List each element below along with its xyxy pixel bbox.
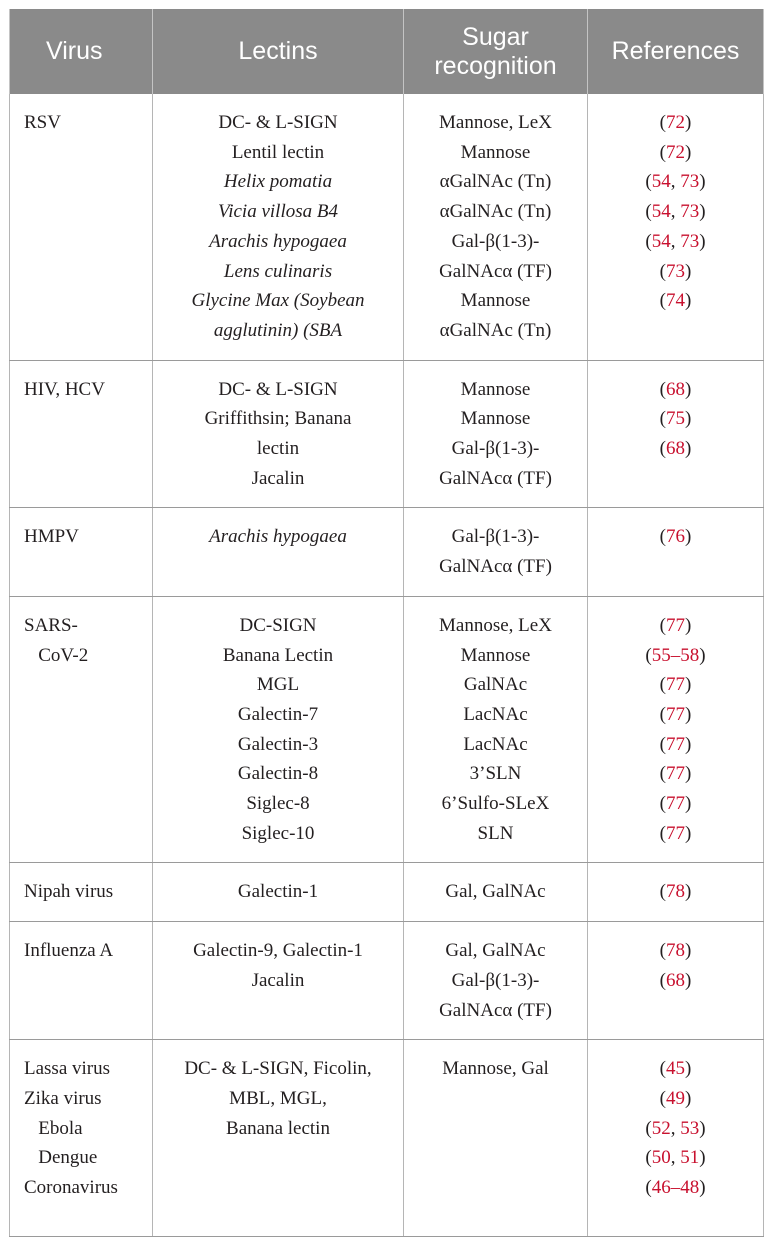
reference-group: (75) (659, 408, 692, 430)
table-row (10, 863, 764, 922)
sugar-entry: LacNAc (463, 733, 528, 755)
references-cell (588, 508, 764, 596)
virus-name: Coronavirus (24, 1177, 118, 1199)
sugar-cell (404, 1040, 588, 1237)
lectins-cell (153, 360, 404, 508)
reference-group: (78) (659, 881, 692, 903)
reference-group: (77) (659, 674, 692, 696)
reference-group: (72) (659, 112, 692, 133)
sugar-entry: Gal-β(1-3)- (451, 230, 540, 252)
header-references: References (588, 9, 764, 94)
sugar-entry: SLN (477, 822, 514, 844)
reference-link[interactable]: 77 (666, 674, 685, 696)
virus-name: Nipah virus (24, 881, 114, 903)
sugar-entry: Mannose (460, 378, 531, 400)
virus-name: Lassa virus (24, 1058, 111, 1080)
table-row (10, 360, 764, 508)
virus-name: HIV, HCV (24, 378, 105, 400)
reference-group: (77) (659, 703, 692, 725)
lectin-name: Jacalin (251, 969, 305, 991)
lectin-name: Galectin-1 (237, 881, 319, 903)
reference-link[interactable]: 53 (680, 1117, 700, 1139)
reference-link[interactable]: 55–58 (651, 644, 700, 666)
reference-group: (74) (659, 290, 692, 312)
reference-link[interactable]: 72 (666, 141, 685, 163)
reference-link[interactable]: 73 (680, 171, 700, 193)
reference-group: (77) (659, 614, 692, 636)
sugar-entry: Mannose, Gal (442, 1058, 549, 1080)
reference-link[interactable]: 46–48 (651, 1177, 700, 1199)
sugar-entry: Mannose (460, 408, 531, 430)
reference-link[interactable]: 72 (666, 112, 685, 133)
header-sugar-recognition: Sugar recognition (404, 9, 588, 94)
sugar-cell (404, 94, 588, 360)
virus-name: SARS- (24, 614, 78, 636)
lectins-cell (153, 863, 404, 922)
lectin-name: Helix pomatia (223, 171, 333, 193)
reference-group: (54, 73) (645, 171, 706, 193)
lectin-name: Siglec-10 (241, 822, 315, 844)
table-body (10, 94, 764, 1237)
references-cell (588, 863, 764, 922)
sugar-entry: 6’Sulfo-SLeX (441, 793, 550, 815)
reference-link[interactable]: 77 (666, 614, 685, 636)
reference-link[interactable]: 78 (666, 940, 685, 962)
reference-group: (77) (659, 733, 692, 755)
table-row (10, 94, 764, 360)
virus-cell (10, 863, 153, 922)
reference-link[interactable]: 51 (680, 1147, 700, 1169)
lectin-name: Siglec-8 (246, 793, 310, 815)
lectin-name: Banana Lectin (222, 644, 334, 666)
reference-link[interactable]: 54 (651, 230, 671, 252)
reference-link[interactable]: 77 (666, 822, 685, 844)
sugar-entry: Mannose (460, 644, 531, 666)
sugar-cell (404, 863, 588, 922)
sugar-entry: Mannose, LeX (439, 112, 552, 133)
virus-cell (10, 360, 153, 508)
references-cell (588, 94, 764, 360)
lectin-name: DC- & L-SIGN (218, 378, 338, 400)
virus-cell (10, 508, 153, 596)
reference-link[interactable]: 49 (666, 1087, 685, 1109)
reference-group: (50, 51) (645, 1147, 706, 1169)
sugar-entry: GalNAc (463, 674, 528, 696)
virus-name: HMPV (24, 526, 79, 548)
reference-link[interactable]: 77 (666, 763, 685, 785)
reference-group: (46–48) (645, 1177, 706, 1199)
reference-link[interactable]: 78 (666, 881, 685, 903)
header-row (10, 9, 764, 94)
reference-link[interactable]: 77 (666, 793, 685, 815)
reference-link[interactable]: 74 (666, 290, 685, 312)
lectin-name: MBL, MGL, (229, 1087, 327, 1109)
sugar-entry: GalNAcα (TF) (439, 556, 552, 578)
lectin-name: agglutinin) (SBA (213, 319, 343, 341)
sugar-entry: LacNAc (463, 703, 528, 725)
reference-group: (55–58) (645, 644, 706, 666)
virus-name: CoV-2 (24, 644, 89, 666)
sugar-entry: αGalNAc (Tn) (439, 201, 552, 223)
virus-cell (10, 94, 153, 360)
reference-group: (68) (659, 438, 692, 460)
virus-lectin-table (9, 9, 764, 1237)
table-row (10, 596, 764, 863)
reference-link[interactable]: 50 (651, 1147, 671, 1169)
sugar-entry: Mannose (460, 290, 531, 312)
lectin-name: Vicia villosa B4 (218, 201, 338, 223)
header-lectins: Lectins (153, 9, 404, 94)
lectin-name: Jacalin (251, 467, 305, 489)
virus-name: Zika virus (24, 1087, 102, 1109)
lectin-name: Galectin-9, Galectin-1 (193, 940, 363, 962)
reference-group: (76) (659, 526, 692, 548)
lectin-name: Galectin-7 (237, 703, 319, 725)
sugar-entry: Mannose (460, 141, 531, 163)
reference-link[interactable]: 73 (666, 260, 685, 282)
table-row (10, 508, 764, 596)
reference-link[interactable]: 77 (666, 733, 685, 755)
sugar-entry: Mannose, LeX (439, 614, 552, 636)
sugar-entry: 3’SLN (469, 763, 522, 785)
sugar-entry: Gal-β(1-3)- (451, 438, 540, 460)
reference-link[interactable]: 76 (666, 526, 685, 548)
sugar-entry: Gal-β(1-3)- (451, 969, 540, 991)
reference-link[interactable]: 75 (666, 408, 685, 430)
table-row (10, 1040, 764, 1237)
reference-group: (45) (659, 1058, 692, 1080)
sugar-entry: Gal-β(1-3)- (451, 526, 540, 548)
reference-group: (54, 73) (645, 201, 706, 223)
reference-link[interactable]: 68 (666, 969, 685, 991)
reference-group: (72) (659, 141, 692, 163)
reference-group: (77) (659, 763, 692, 785)
references-cell (588, 1040, 764, 1237)
lectin-name: Arachis hypogaea (209, 230, 347, 252)
reference-link[interactable]: 45 (666, 1058, 685, 1080)
lectin-name: MGL (256, 674, 300, 696)
lectin-name: Lentil lectin (231, 141, 325, 163)
sugar-entry: αGalNAc (Tn) (439, 171, 552, 193)
references-cell (588, 596, 764, 863)
reference-link[interactable]: 73 (680, 230, 700, 252)
lectin-name: Lens culinaris (223, 260, 333, 282)
sugar-entry: GalNAcα (TF) (439, 999, 552, 1021)
lectins-cell (153, 508, 404, 596)
reference-link[interactable]: 54 (651, 201, 671, 223)
reference-link[interactable]: 68 (666, 438, 685, 460)
sugar-cell (404, 596, 588, 863)
reference-link[interactable]: 68 (666, 378, 685, 400)
lectin-name: Glycine Max (Soybean (191, 290, 365, 312)
reference-group: (49) (659, 1087, 692, 1109)
lectins-cell (153, 922, 404, 1040)
lectin-name: Arachis hypogaea (209, 526, 347, 548)
virus-cell (10, 922, 153, 1040)
lectin-name: DC- & L-SIGN, Ficolin, (184, 1058, 372, 1080)
sugar-entry: Gal, GalNAc (445, 881, 546, 903)
virus-name: Dengue (24, 1147, 98, 1169)
virus-name: Ebola (24, 1117, 83, 1139)
lectin-name: DC-SIGN (239, 614, 317, 636)
reference-group: (68) (659, 969, 692, 991)
virus-name: Influenza A (24, 940, 114, 962)
reference-link[interactable]: 52 (651, 1117, 671, 1139)
sugar-entry: αGalNAc (Tn) (439, 319, 552, 341)
reference-group: (73) (659, 260, 692, 282)
sugar-entry: GalNAcα (TF) (439, 467, 552, 489)
references-cell (588, 922, 764, 1040)
virus-cell (10, 596, 153, 863)
reference-group: (52, 53) (645, 1117, 706, 1139)
references-cell (588, 360, 764, 508)
virus-name: RSV (24, 112, 61, 133)
lectins-cell (153, 596, 404, 863)
lectin-name: Galectin-3 (237, 733, 319, 755)
sugar-cell (404, 508, 588, 596)
lectins-cell (153, 1040, 404, 1237)
sugar-cell (404, 360, 588, 508)
lectins-cell (153, 94, 404, 360)
reference-link[interactable]: 73 (680, 201, 700, 223)
sugar-cell (404, 922, 588, 1040)
reference-group: (77) (659, 793, 692, 815)
sugar-entry: Gal, GalNAc (445, 940, 546, 962)
reference-group: (78) (659, 940, 692, 962)
reference-group: (77) (659, 822, 692, 844)
lectin-name: Banana lectin (226, 1117, 330, 1139)
lectin-name: Griffithsin; Banana (204, 408, 352, 430)
reference-link[interactable]: 77 (666, 703, 685, 725)
reference-group: (54, 73) (645, 230, 706, 252)
virus-cell (10, 1040, 153, 1237)
sugar-entry: GalNAcα (TF) (439, 260, 552, 282)
header-virus: Virus (10, 9, 153, 94)
reference-group: (68) (659, 378, 692, 400)
lectin-name: DC- & L-SIGN (218, 112, 338, 133)
reference-link[interactable]: 54 (651, 171, 671, 193)
table-row (10, 922, 764, 1040)
lectin-name: lectin (256, 438, 300, 460)
lectin-name: Galectin-8 (237, 763, 319, 785)
